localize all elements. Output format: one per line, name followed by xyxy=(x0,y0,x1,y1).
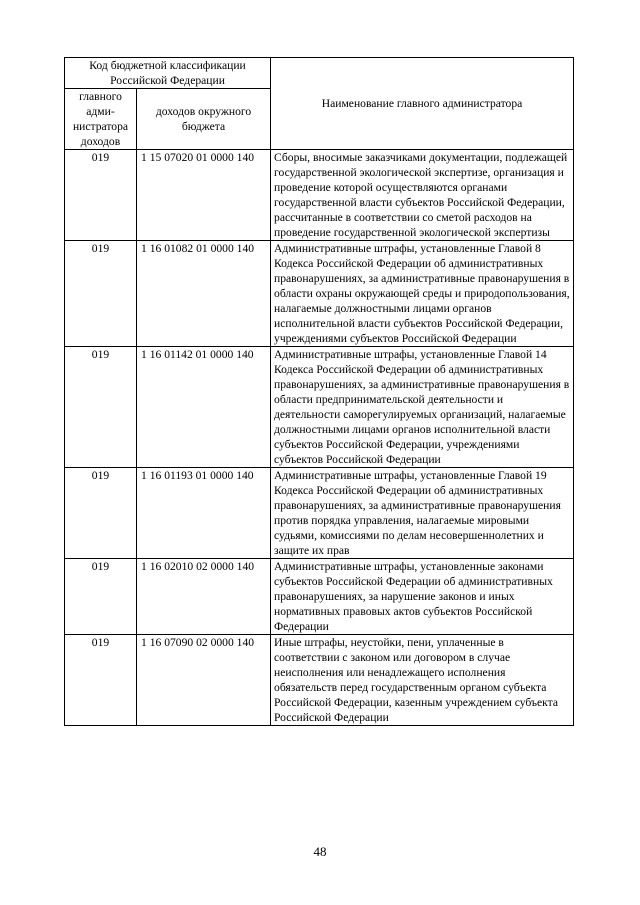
administrator-name-cell: Административные штрафы, установленные Главой 8 Кодекса Российской Федерации об административных правонарушениях, за административные правонарушения в области охраны окружающей среды и природопользования, налагаемые должностными лицами органов исполнительной власти субъектов Российской Федерации, учреждениями субъектов Российской Федерации xyxy=(271,241,574,347)
table-row xyxy=(65,241,574,347)
admin-code-cell: 019 xyxy=(65,635,137,726)
income-code-cell: 1 15 07020 01 0000 140 xyxy=(137,150,271,241)
budget-classification-table xyxy=(64,57,574,726)
administrator-name-cell: Административные штрафы, установленные Главой 14 Кодекса Российской Федерации об административных правонарушениях, за административные правонарушения в области предпринимательской деятельности и деятельности саморегулируемых организаций, налагаемые должностными лицами органов исполнительной власти субъектов Российской Федерации, учреждениями субъектов Российской Федерации xyxy=(271,347,574,468)
header-budget-classification-code: Код бюджетной классификации Российской Федерации xyxy=(65,58,271,89)
header-district-budget-income: доходов окружного бюджета xyxy=(137,89,271,150)
income-code-cell: 1 16 07090 02 0000 140 xyxy=(137,635,271,726)
administrator-name-cell: Административные штрафы, установленные Главой 19 Кодекса Российской Федерации об административных правонарушениях, за административные правонарушения против порядка управления, налагаемые мировыми судьями, комиссиями по делам несовершеннолетних и защите их прав xyxy=(271,468,574,559)
table-row xyxy=(65,347,574,468)
income-code-cell: 1 16 01082 01 0000 140 xyxy=(137,241,271,347)
income-code-cell: 1 16 01142 01 0000 140 xyxy=(137,347,271,468)
admin-code-cell: 019 xyxy=(65,468,137,559)
admin-code-cell: 019 xyxy=(65,241,137,347)
table-row xyxy=(65,150,574,241)
income-code-cell: 1 16 02010 02 0000 140 xyxy=(137,559,271,635)
header-main-administrator: главного адми-нистратора доходов xyxy=(65,89,137,150)
table-row xyxy=(65,468,574,559)
table-row xyxy=(65,635,574,726)
admin-code-cell: 019 xyxy=(65,559,137,635)
administrator-name-cell: Сборы, вносимые заказчиками документации, подлежащей государственной экологической экспертизе, организация и проведение которой осуществляются органами государственной власти субъектов Российской Федерации, рассчитанные в соответствии со сметой расходов на проведение государственной экологической экспертизы xyxy=(271,150,574,241)
header-administrator-name: Наименование главного администратора xyxy=(271,58,574,150)
admin-code-cell: 019 xyxy=(65,150,137,241)
administrator-name-cell: Иные штрафы, неустойки, пени, уплаченные в соответствии с законом или договором в случае неисполнения или ненадлежащего исполнения обязательств перед государственным органом субъекта Российской Федерации, казенным учреждением субъекта Российской Федерации xyxy=(271,635,574,726)
income-code-cell: 1 16 01193 01 0000 140 xyxy=(137,468,271,559)
page-number: 48 xyxy=(313,844,327,859)
table-row xyxy=(65,559,574,635)
admin-code-cell: 019 xyxy=(65,347,137,468)
administrator-name-cell: Административные штрафы, установленные законами субъектов Российской Федерации об административных правонарушениях, за нарушение законов и иных нормативных правовых актов субъектов Российской Федерации xyxy=(271,559,574,635)
